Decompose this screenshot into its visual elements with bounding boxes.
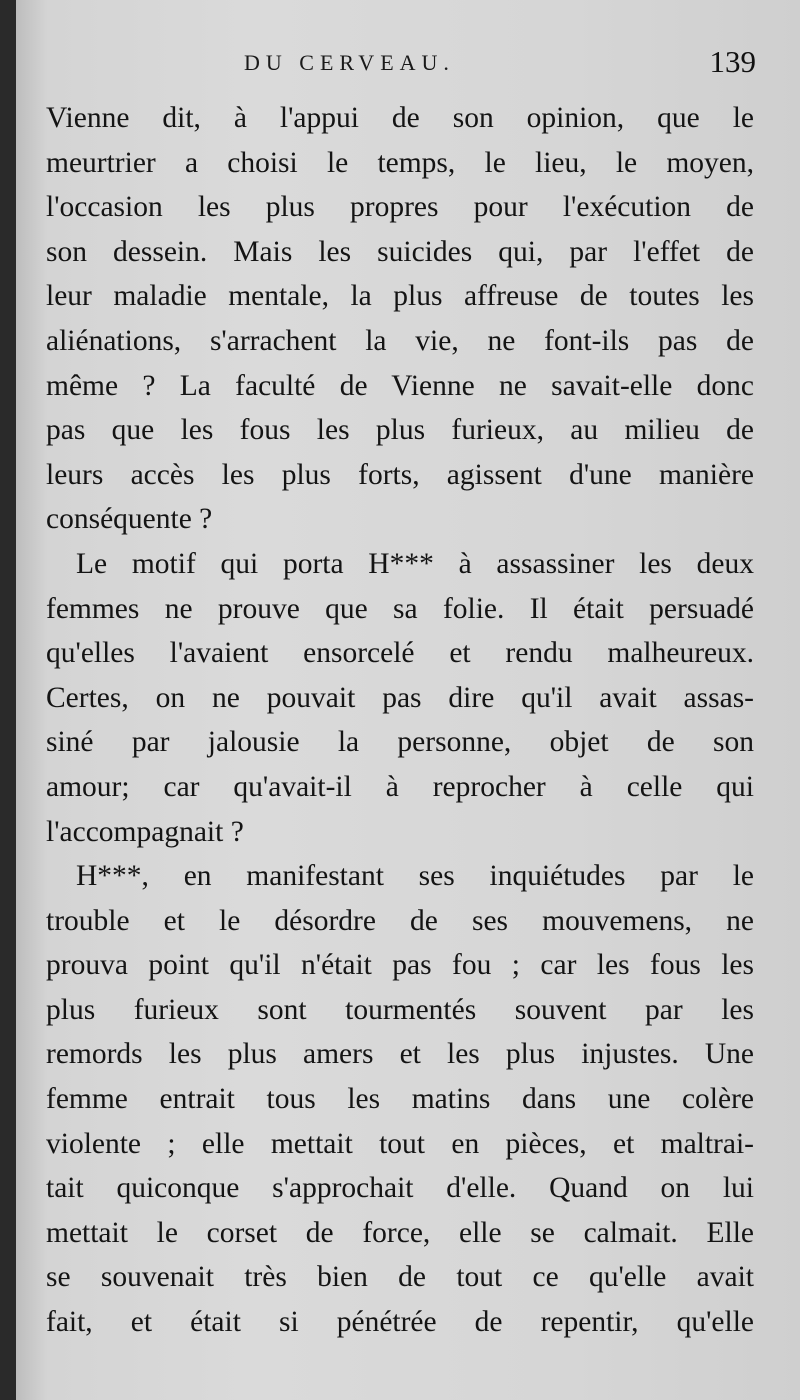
text-line: tait quiconque s'approchait d'elle. Quand on lui xyxy=(46,1172,754,1205)
text-line: remords les plus amers et les plus injustes. Une xyxy=(46,1038,754,1071)
text-line: leurs accès les plus forts, agissent d'une manière xyxy=(46,458,754,491)
text-line: leur maladie mentale, la plus affreuse de toutes les xyxy=(46,280,754,313)
book-page xyxy=(16,0,800,1400)
text-line: trouble et le désordre de ses mouvemens, ne xyxy=(46,904,754,937)
text-line: meurtrier a choisi le temps, le lieu, le moyen, xyxy=(46,146,754,179)
text-line: se souvenait très bien de tout ce qu'elle avait xyxy=(46,1261,754,1294)
page-header xyxy=(16,44,776,88)
text-line: violente ; elle mettait tout en pièces, et maltrai- xyxy=(46,1127,754,1160)
text-line: amour; car qu'avait-il à reprocher à celle qui xyxy=(46,770,754,803)
text-line: siné par jalousie la personne, objet de son xyxy=(46,726,754,759)
text-line: H***, en manifestant ses inquiétudes par le xyxy=(76,860,754,893)
text-line: femme entrait tous les matins dans une colère xyxy=(46,1083,754,1116)
text-line: l'accompagnait ? xyxy=(46,815,244,848)
text-line: conséquente ? xyxy=(46,503,213,536)
text-line: Le motif qui porta H*** à assassiner les deux xyxy=(76,547,754,580)
running-title: DU CERVEAU. xyxy=(244,50,455,75)
paragraph xyxy=(46,96,754,542)
paragraph xyxy=(46,854,754,1345)
text-line: qu'elles l'avaient ensorcelé et rendu malheureux. xyxy=(46,637,754,670)
text-line: Certes, on ne pouvait pas dire qu'il avait assas- xyxy=(46,681,754,714)
body-text xyxy=(46,96,754,1345)
text-line: Vienne dit, à l'appui de son opinion, que le xyxy=(46,102,754,134)
text-line: mettait le corset de force, elle se calmait. Elle xyxy=(46,1216,754,1249)
text-line: son dessein. Mais les suicides qui, par l'effet de xyxy=(46,235,754,268)
text-line: femmes ne prouve que sa folie. Il était persuadé xyxy=(46,592,754,625)
text-line: même ? La faculté de Vienne ne savait-elle donc xyxy=(46,369,754,402)
text-line: prouva point qu'il n'était pas fou ; car les fous les xyxy=(46,949,754,982)
text-line: l'occasion les plus propres pour l'exécution de xyxy=(46,191,754,224)
text-line: fait, et était si pénétrée de repentir, qu'elle xyxy=(46,1306,754,1339)
page-number: 139 xyxy=(709,44,756,79)
text-line: plus furieux sont tourmentés souvent par les xyxy=(46,993,754,1026)
text-line: pas que les fous les plus furieux, au milieu de xyxy=(46,414,754,447)
text-line: aliénations, s'arrachent la vie, ne font-ils pas de xyxy=(46,324,754,357)
paragraph xyxy=(46,542,754,854)
